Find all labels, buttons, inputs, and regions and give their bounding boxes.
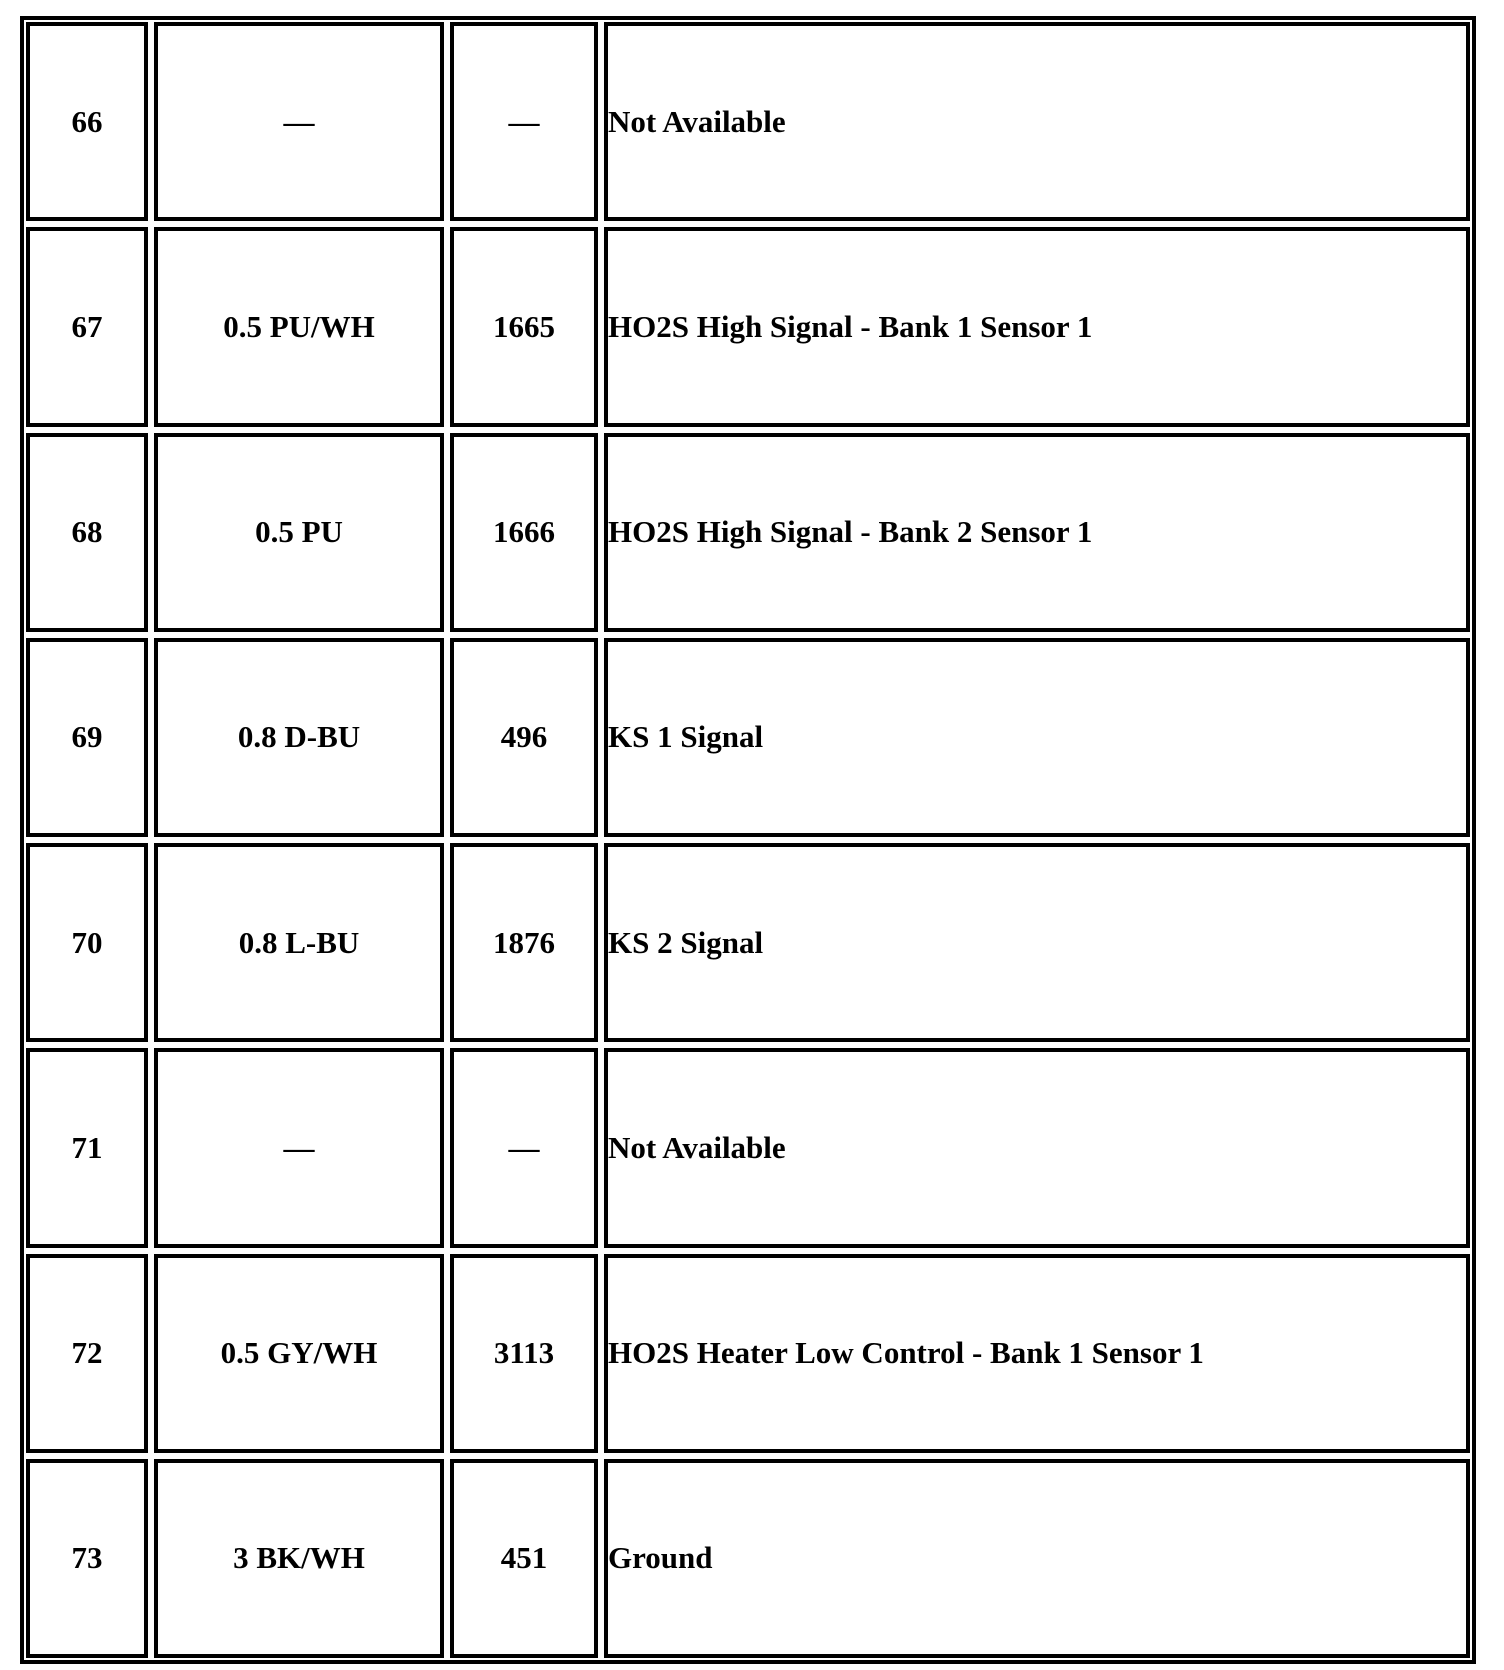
pin-cell: 69 [26, 638, 148, 837]
wire-color-cell: — [154, 1048, 444, 1247]
pin-cell: 68 [26, 433, 148, 632]
circuit-number-cell: 1876 [450, 843, 598, 1042]
circuit-number-cell: 1666 [450, 433, 598, 632]
function-cell: KS 1 Signal [604, 638, 1470, 837]
function-cell: HO2S Heater Low Control - Bank 1 Sensor 1 [604, 1254, 1470, 1453]
function-cell: Ground [604, 1459, 1470, 1658]
circuit-number-cell: 3113 [450, 1254, 598, 1453]
pin-cell: 72 [26, 1254, 148, 1453]
pin-cell: 70 [26, 843, 148, 1042]
table-row [26, 22, 1470, 221]
pin-cell: 67 [26, 227, 148, 426]
table-row [26, 1048, 1470, 1247]
table-row [26, 1459, 1470, 1658]
function-cell: HO2S High Signal - Bank 2 Sensor 1 [604, 433, 1470, 632]
wire-color-cell: — [154, 22, 444, 221]
circuit-number-cell: — [450, 22, 598, 221]
wire-color-cell: 0.5 PU [154, 433, 444, 632]
pin-cell: 73 [26, 1459, 148, 1658]
table-row [26, 843, 1470, 1042]
wire-color-cell: 0.5 PU/WH [154, 227, 444, 426]
table-row [26, 638, 1470, 837]
pin-cell: 66 [26, 22, 148, 221]
wire-color-cell: 0.8 L-BU [154, 843, 444, 1042]
wire-color-cell: 3 BK/WH [154, 1459, 444, 1658]
circuit-number-cell: — [450, 1048, 598, 1247]
circuit-number-cell: 1665 [450, 227, 598, 426]
connector-pinout-table-frame [20, 16, 1476, 1664]
table-row [26, 227, 1470, 426]
function-cell: HO2S High Signal - Bank 1 Sensor 1 [604, 227, 1470, 426]
wire-color-cell: 0.8 D-BU [154, 638, 444, 837]
table-row [26, 433, 1470, 632]
circuit-number-cell: 496 [450, 638, 598, 837]
wire-color-cell: 0.5 GY/WH [154, 1254, 444, 1453]
function-cell: KS 2 Signal [604, 843, 1470, 1042]
circuit-number-cell: 451 [450, 1459, 598, 1658]
function-cell: Not Available [604, 1048, 1470, 1247]
connector-pinout-table [20, 16, 1476, 1664]
table-row [26, 1254, 1470, 1453]
pin-cell: 71 [26, 1048, 148, 1247]
function-cell: Not Available [604, 22, 1470, 221]
